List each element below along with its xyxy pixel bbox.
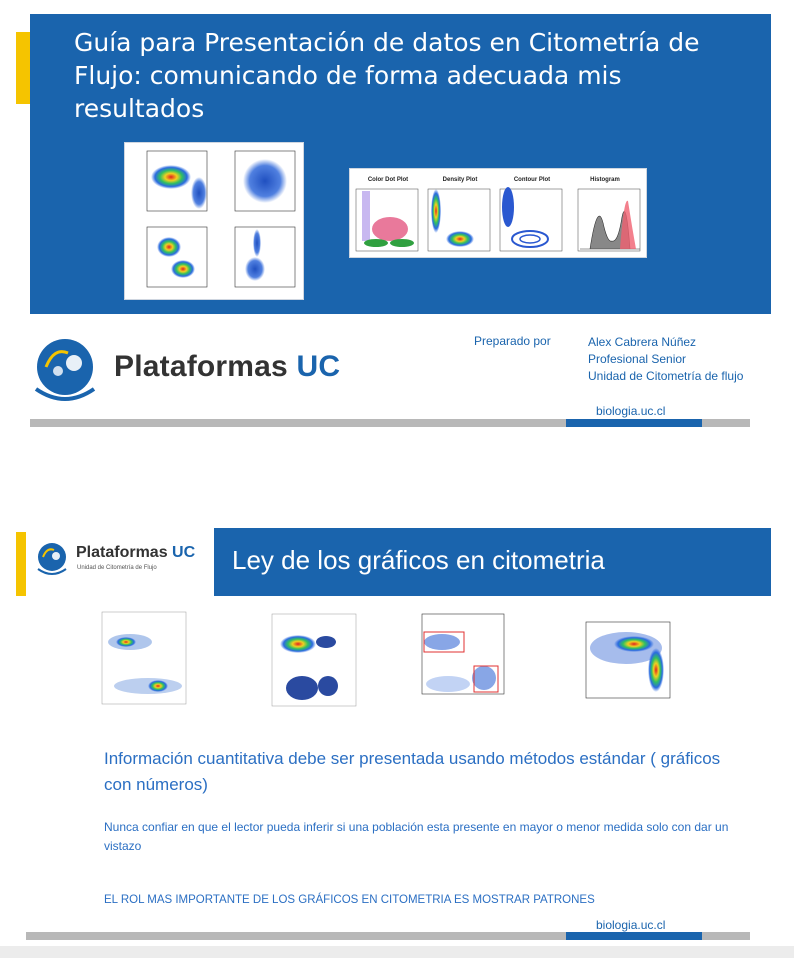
cytometry-example-contour-plot (270, 612, 358, 708)
website-link[interactable]: biologia.uc.cl (596, 918, 666, 932)
brand-name: Plataformas (76, 544, 168, 561)
strip-label-contour: Contour Plot (513, 177, 551, 183)
author-role: Profesional Senior (588, 352, 687, 366)
brand-subtitle: Unidad de Citometría de Flujo (77, 565, 157, 571)
cytometry-plot-grid-image (125, 143, 303, 299)
author-block (588, 334, 743, 385)
cytometry-example-dot-plot (100, 610, 188, 706)
strip-label-color-dot: Color Dot Plot (367, 177, 409, 183)
website-link[interactable]: biologia.uc.cl (596, 404, 666, 418)
key-statement: Información cuantitativa debe ser presentada usando métodos estándar ( gráficos con números) (104, 749, 721, 794)
plataformas-uc-logo-icon (28, 333, 102, 407)
plataformas-uc-logo-icon (34, 541, 70, 577)
cytometry-plot-grid (124, 142, 304, 300)
page-bottom-edge (0, 946, 794, 958)
strip-label-histogram: Histogram (590, 177, 620, 183)
strip-label-density: Density Plot (442, 177, 478, 183)
footer-bar-accent (566, 932, 702, 940)
brand-wordmark (76, 544, 195, 562)
author-name: Alex Cabrera Núñez (588, 335, 697, 349)
plot-types-image (350, 187, 646, 255)
brand-wordmark (114, 350, 340, 384)
cytometry-example-gated-plot (404, 610, 508, 712)
rule-statement: EL ROL MAS IMPORTANTE DE LOS GRÁFICOS EN CITOMETRIA ES MOSTRAR PATRONES (104, 894, 595, 906)
cytometry-example-density-plot (560, 618, 674, 714)
slide-title: Ley de los gráficos en citometria (232, 545, 605, 575)
plot-types-strip (349, 168, 647, 258)
prepared-by-label: Preparado por (474, 334, 551, 348)
brand-suffix: UC (172, 544, 196, 561)
body-text: Nunca confiar en que el lector pueda inferir si una población esta presente en mayor o menor medida solo con dar un vistazo (104, 820, 729, 853)
brand-name: Plataformas (114, 350, 288, 383)
header-accent-bar (16, 532, 26, 596)
slide-title: Guía para Presentación de datos en Citometría de Flujo: comunicando de forma adecuada mis resultados (74, 28, 700, 123)
title-accent-bar (16, 32, 30, 104)
footer-bar-accent (566, 419, 702, 427)
author-unit: Unidad de Citometría de flujo (588, 369, 744, 383)
brand-suffix: UC (296, 350, 341, 383)
